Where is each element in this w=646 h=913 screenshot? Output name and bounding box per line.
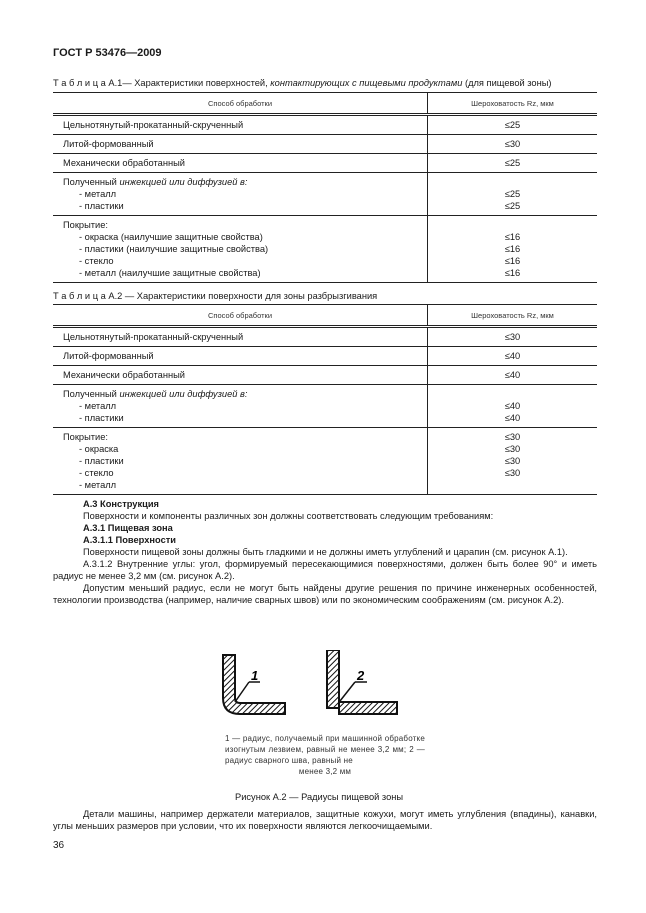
table-a2 <box>53 304 597 495</box>
roughness-value: ≤30 <box>504 456 521 466</box>
label-2: 2 <box>357 668 365 683</box>
roughness-value: ≤16 <box>504 244 521 254</box>
method-text: Механически обработанный <box>63 370 185 380</box>
roughness-value: ≤16 <box>504 232 521 242</box>
col-header-roughness: Шероховатость Rz, мкм <box>428 305 598 327</box>
section-heading: А.3 Конструкция <box>83 499 159 509</box>
table-row <box>53 154 597 173</box>
roughness-value: ≤30 <box>504 332 521 342</box>
col-header-method: Способ обработки <box>53 305 428 327</box>
roughness-value: ≤40 <box>504 413 521 423</box>
page-number: 36 <box>53 840 65 851</box>
roughness-value: ≤25 <box>504 201 521 211</box>
method-text: - пластики <box>79 456 124 466</box>
roughness-value: ≤25 <box>504 189 521 199</box>
document-header: ГОСТ Р 53476—2009 <box>53 47 162 59</box>
table-row <box>53 347 597 366</box>
table-row <box>53 366 597 385</box>
roughness-value: ≤16 <box>504 268 521 278</box>
table-row <box>53 115 597 135</box>
table-row <box>53 216 597 283</box>
method-text: - окраска <box>79 444 119 454</box>
paragraph: Детали машины, например держатели материалов, защитные кожухи, могут иметь углубления (впадины), канавки, углы меньших размеров при условии, что их поверхности являются легкоочищаемыми. <box>53 809 597 831</box>
method-text: - металл <box>79 480 117 490</box>
roughness-value: ≤40 <box>504 351 521 361</box>
table-row <box>53 173 597 216</box>
method-text: - стекло <box>79 256 114 266</box>
roughness-value: ≤30 <box>504 444 521 454</box>
method-text: Полученный инжекцией или диффузией в: <box>63 177 248 187</box>
method-text: - пластики <box>79 201 124 211</box>
roughness-value: ≤16 <box>504 256 521 266</box>
method-text: Литой-формованный <box>63 351 154 361</box>
col-header-method: Способ обработки <box>53 93 428 115</box>
section-heading: А.3.1.1 Поверхности <box>83 535 177 545</box>
roughness-value: ≤30 <box>504 468 521 478</box>
roughness-value <box>428 176 597 188</box>
bent-corner-shape <box>223 655 285 714</box>
method-text: - металл <box>79 189 117 199</box>
figure-title: Рисунок А.2 — Радиусы пищевой зоны <box>235 792 404 802</box>
table-row <box>53 428 597 495</box>
method-text: Механически обработанный <box>63 158 185 168</box>
method-text: - окраска (наилучшие защитные свойства) <box>79 232 263 242</box>
figure-legend: 1 — радиус, получаемый при машинной обработке изогнутым лезвием, равный не менее 3,2 мм; 2 — радиус сварного шва, равный не менее 3,2 мм <box>225 734 425 776</box>
method-text: - пластики (наилучшие защитные свойства) <box>79 244 269 254</box>
roughness-value <box>428 479 597 491</box>
roughness-value: ≤30 <box>504 432 521 442</box>
body-text <box>53 498 597 606</box>
roughness-value: ≤25 <box>504 120 521 130</box>
table-row <box>53 135 597 154</box>
method-text: Полученный инжекцией или диффузией в: <box>63 389 248 399</box>
body-text <box>53 808 597 832</box>
method-text: - металл (наилучшие защитные свойства) <box>79 268 261 278</box>
section-heading: А.3.1 Пищевая зона <box>83 523 173 533</box>
roughness-value: ≤30 <box>504 139 521 149</box>
roughness-value <box>428 219 597 231</box>
method-text: Цельнотянутый-прокатанный-скрученный <box>63 120 244 130</box>
paragraph: Поверхности и компоненты различных зон должны соответствовать следующим требованиям: <box>83 511 494 521</box>
welded-corner-upright <box>327 650 339 708</box>
roughness-value: ≤40 <box>504 401 521 411</box>
paragraph: Поверхности пищевой зоны должны быть гладкими и не должны иметь углублений и царапин (см. рисунок А.1). <box>83 547 568 557</box>
table1-caption: Т а б л и ц а А.1— Характеристики поверхностей, контактирующих с пищевыми продуктами (для пищевой зоны) <box>53 78 552 88</box>
paragraph: А.3.1.2 Внутренние углы: угол, формируемый пересекающимися поверхностями, должен быть более 90° и иметь радиус не менее 3,2 мм (см. рисунок А.2). <box>53 559 597 581</box>
method-text: Покрытие: <box>63 432 108 442</box>
roughness-value: ≤25 <box>504 158 521 168</box>
table-a1 <box>53 92 597 283</box>
method-text: Литой-формованный <box>63 139 154 149</box>
method-text: - стекло <box>79 468 114 478</box>
col-header-roughness: Шероховатость Rz, мкм <box>428 93 598 115</box>
method-text: Цельнотянутый-прокатанный-скрученный <box>63 332 244 342</box>
method-text: Покрытие: <box>63 220 108 230</box>
roughness-value: ≤40 <box>504 370 521 380</box>
roughness-value <box>428 388 597 400</box>
table2-caption: Т а б л и ц а А.2 — Характеристики поверхности для зоны разбрызгивания <box>53 291 378 301</box>
welded-corner-base <box>339 702 397 714</box>
table-row <box>53 385 597 428</box>
paragraph: Допустим меньший радиус, если не могут быть найдены другие решения по причине инженерных особенностей, технологии производства (например, наличие сварных швов) или по экономическим соображениям (см. рисунок А.2). <box>53 583 597 605</box>
label-1: 1 <box>251 668 259 683</box>
method-text: - металл <box>79 401 117 411</box>
table-row <box>53 327 597 347</box>
figure-a2-drawing <box>215 650 415 720</box>
method-text: - пластики <box>79 413 124 423</box>
